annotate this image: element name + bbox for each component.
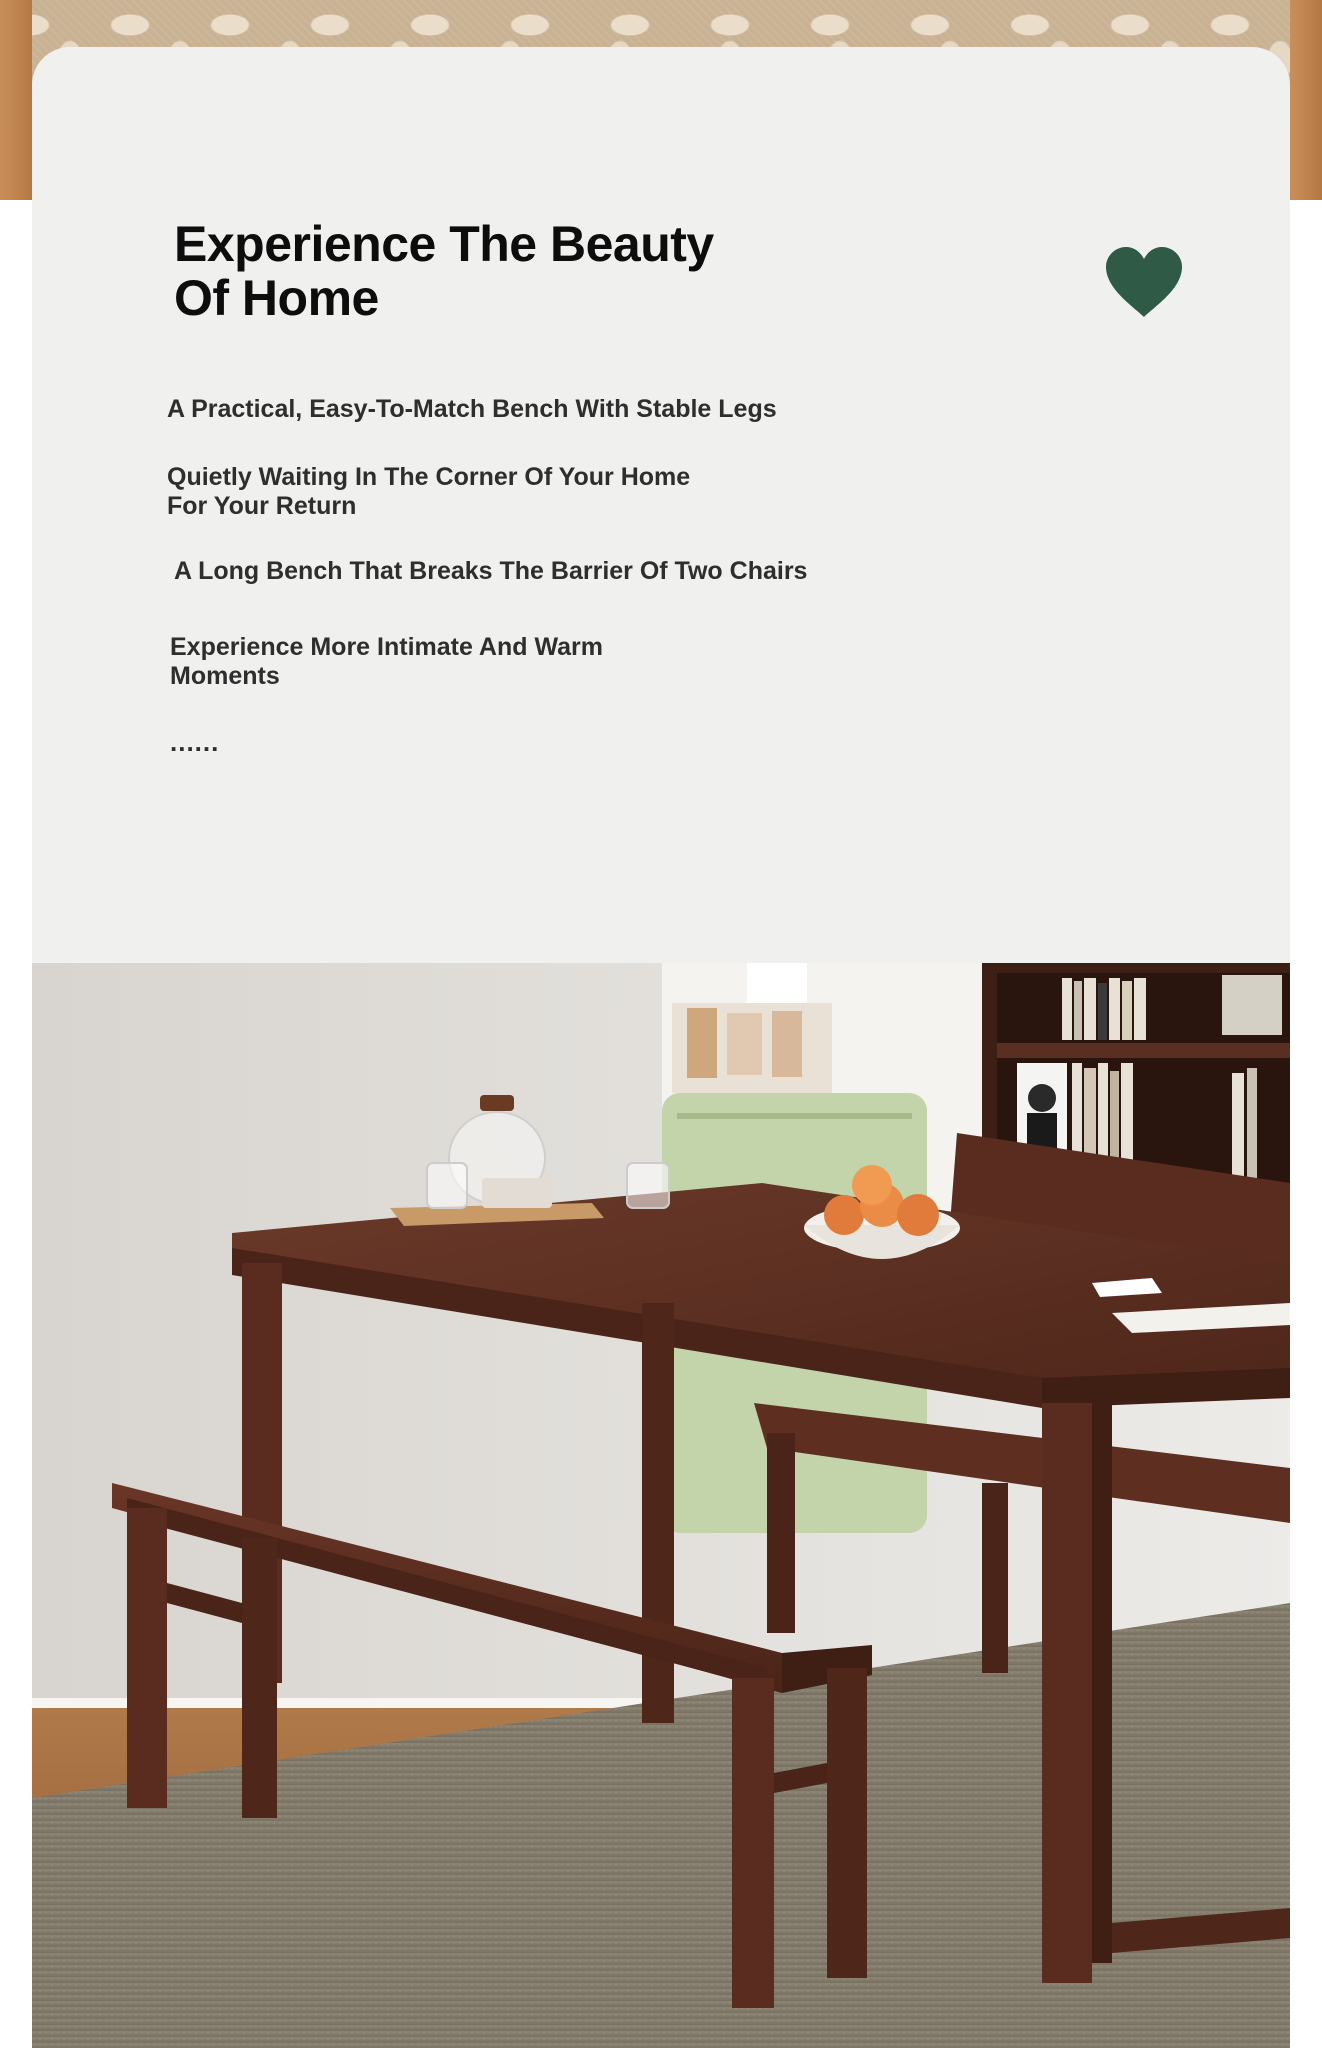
- page-title: Experience The Beauty Of Home: [174, 216, 714, 326]
- feature-waiting-corner: Quietly Waiting In The Corner Of Your Home For Your Return: [167, 463, 691, 520]
- feature-warm-moments: Experience More Intimate And Warm Moments: [170, 633, 603, 690]
- floor-wood-right: [1290, 0, 1322, 200]
- heart-icon: [1104, 247, 1184, 319]
- content-card: [32, 47, 1290, 2048]
- feature-stable-legs: A Practical, Easy-To-Match Bench With Stable Legs: [167, 395, 777, 423]
- ellipsis-text: ......: [170, 727, 220, 757]
- feature-long-bench: A Long Bench That Breaks The Barrier Of Two Chairs: [174, 557, 808, 585]
- floor-wood-left: [0, 0, 32, 200]
- dining-room-photo: [32, 963, 1290, 2048]
